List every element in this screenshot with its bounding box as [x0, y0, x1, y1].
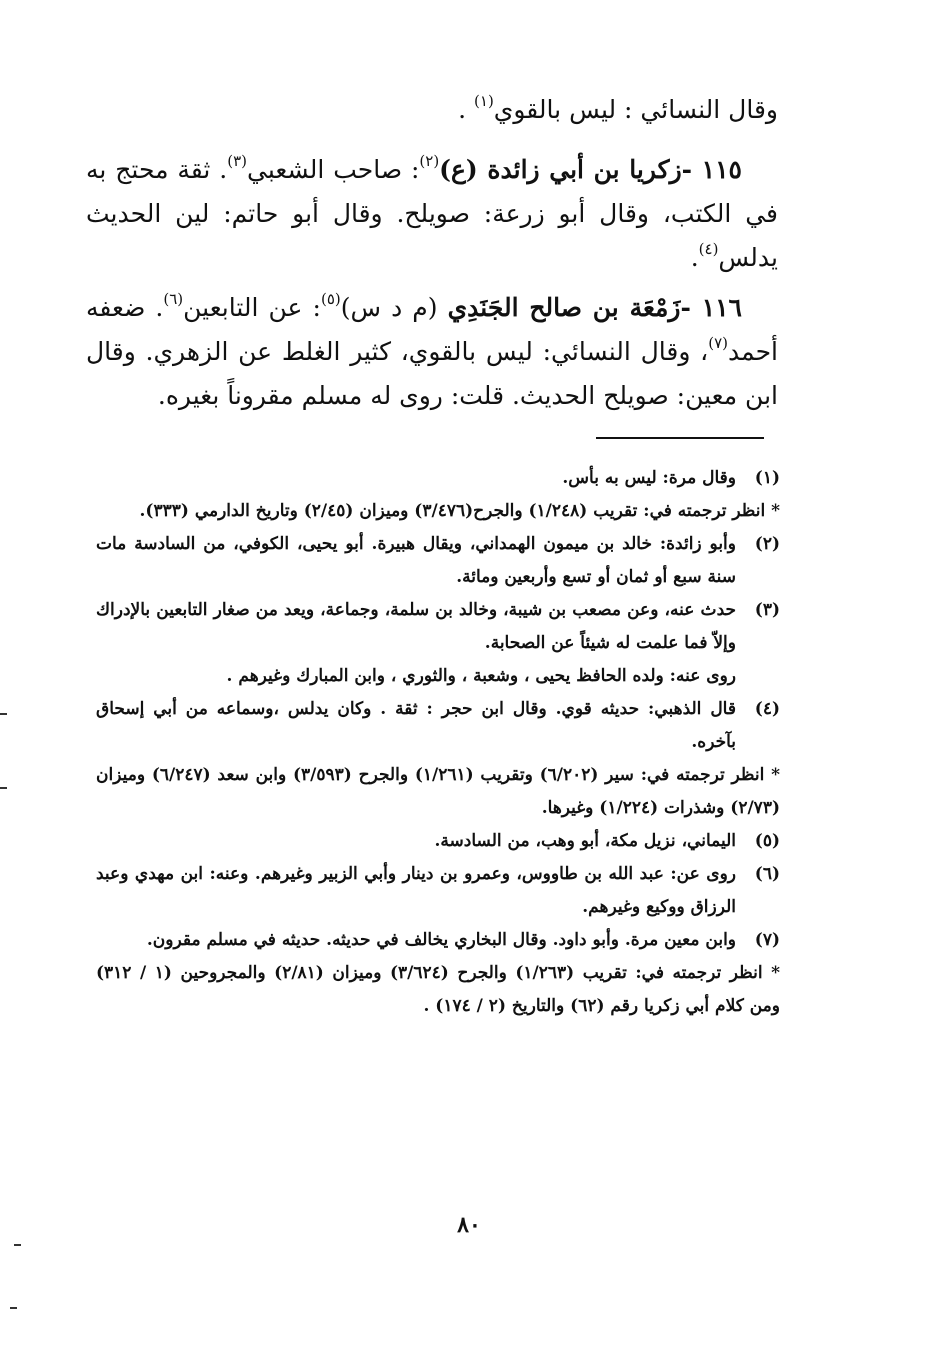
footnote-text: وقال مرة: ليس به بأس. [562, 468, 736, 488]
footnote-number: (٥) [754, 831, 780, 851]
footnote-text: قال الذهبي: حديثه قوي. وقال ابن حجر : ثقة . وكان يدلس ،وسماعه من أبي إسحاق بآخره. [96, 699, 736, 752]
entry-115-text-3: . [690, 243, 699, 272]
entry-116-name: زَمْعَة بن صالح الجَنَدِي [447, 293, 681, 322]
footnote-ref-5: (٥) [320, 289, 341, 308]
opening-line [86, 88, 778, 132]
scan-mark [10, 1307, 17, 1309]
page-number: ٨٠ [457, 1212, 481, 1238]
footnote-text: وابن معين مرة. وأبو داود. وقال البخاري يخالف في حديثه. حديثه في مسلم مقرون. [146, 930, 736, 950]
footnote-ref-2: (٢) [419, 151, 440, 170]
opening-line-end: . [458, 95, 475, 124]
footnote-number: (٢) [754, 534, 780, 554]
footnote-ref-6: (٦) [163, 289, 184, 308]
footnote-3-narrators: روى عنه: ولده الحافظ يحيى ، وشعبة ، والثوري ، وابن المبارك وغيرهم . [226, 666, 736, 686]
entry-116-text-1: : عن التابعين [183, 293, 321, 322]
entry-115-paragraph [86, 148, 778, 280]
entry-115-text-2: . ثقة محتج به في الكتب، وقال أبو زرعة: صويلح. وقال أبو حاتم: لين الحديث يدلس [86, 155, 778, 272]
main-text [86, 88, 778, 132]
footnote-text: اليماني، نزيل مكة، أبو وهب، من السادسة. [434, 831, 736, 851]
footnote-3 [96, 594, 780, 660]
scan-mark [0, 787, 7, 789]
entry-116 [86, 286, 778, 418]
entry-115 [86, 148, 778, 280]
footnote-text: وأبو زائدة: خالد بن ميمون الهمداني، ويقال هبيرة. أبو يحيى، الكوفي، من السادسة مات سنة سبع أو ثمان أو تسع وأربعين ومائة. [96, 534, 736, 587]
footnote-1 [96, 462, 780, 495]
entry-115-name: زكريا بن أبي زائدة (ع) [439, 155, 682, 184]
opening-line-text: وقال النسائي : ليس بالقوي [493, 95, 778, 124]
footnotes [96, 462, 780, 1023]
entry-116-text-3: ، وقال النسائي: ليس بالقوي، كثير الغلط عن الزهري. وقال ابن معين: صويلح الحديث. قلت: روى له مسلم مقروناً بغيره. [86, 337, 778, 410]
entry-115-text-1: : صاحب الشعبي [247, 155, 420, 184]
footnote-4-sources: * انظر ترجمته في: سير (٦/٢٠٢) وتقريب (١/٢٦١) والجرح (٣/٥٩٣) وابن سعد (٦/٢٤٧) وميزان (٢/٧٣) وشذرات (١/٢٢٤) وغيرها. [96, 765, 780, 818]
footnote-number: (١) [754, 468, 780, 488]
entry-116-paragraph [86, 286, 778, 418]
footnote-1-sources: * انظر ترجمته في: تقريب (١/٢٤٨) والجرح(٣/٤٧٦) وميزان (٢/٤٥) وتاريخ الدارمي (٣٣٣). [139, 501, 780, 521]
footnote-ref-4: (٤) [698, 239, 719, 258]
footnote-7-sources: * انظر ترجمته في: تقريب (١/٢٦٣) والجرح (٣/٦٢٤) وميزان (٢/٨١) والمجروحين (١ / ٣١٢) ومن كلام أبي زكريا رقم (٦٢) والتاريخ (٢ / ١٧٤) . [96, 963, 780, 1016]
footnote-4 [96, 693, 780, 759]
footnote-number: (٧) [754, 930, 780, 950]
footnote-6 [96, 858, 780, 924]
entry-116-symbols: (م د س) [340, 293, 448, 322]
footnote-number: (٤) [754, 699, 780, 719]
entry-116-text-2: . ضعفه أحمد [86, 293, 778, 366]
footnote-ref-1: (١) [474, 91, 494, 110]
footnote-separator [596, 437, 764, 439]
footnote-number: (٣) [754, 600, 780, 620]
footnote-7 [96, 924, 780, 957]
footnote-ref-3: (٣) [227, 151, 248, 170]
footnote-2 [96, 528, 780, 594]
entry-116-number: ١١٦ - [680, 293, 742, 322]
footnote-number: (٦) [754, 864, 780, 884]
entry-115-number: ١١٥ - [681, 155, 742, 184]
footnote-ref-7: (٧) [708, 333, 729, 352]
scan-mark [14, 1244, 21, 1246]
scan-mark [0, 713, 7, 715]
footnote-text: حدث عنه، وعن مصعب بن شيبة، وخالد بن سلمة، وجماعة، ويعد من صغار التابعين بالإدراك وإلاّ فما علمت له شيئاً عن الصحابة. [96, 600, 736, 653]
footnote-text: روى عن: عبد الله بن طاووس، وعمرو بن دينار وأبي الزبير وغيرهم. وعنه: ابن مهدي وعبد الرزاق ووكيع وغيرهم. [96, 864, 736, 917]
footnote-5 [96, 825, 780, 858]
